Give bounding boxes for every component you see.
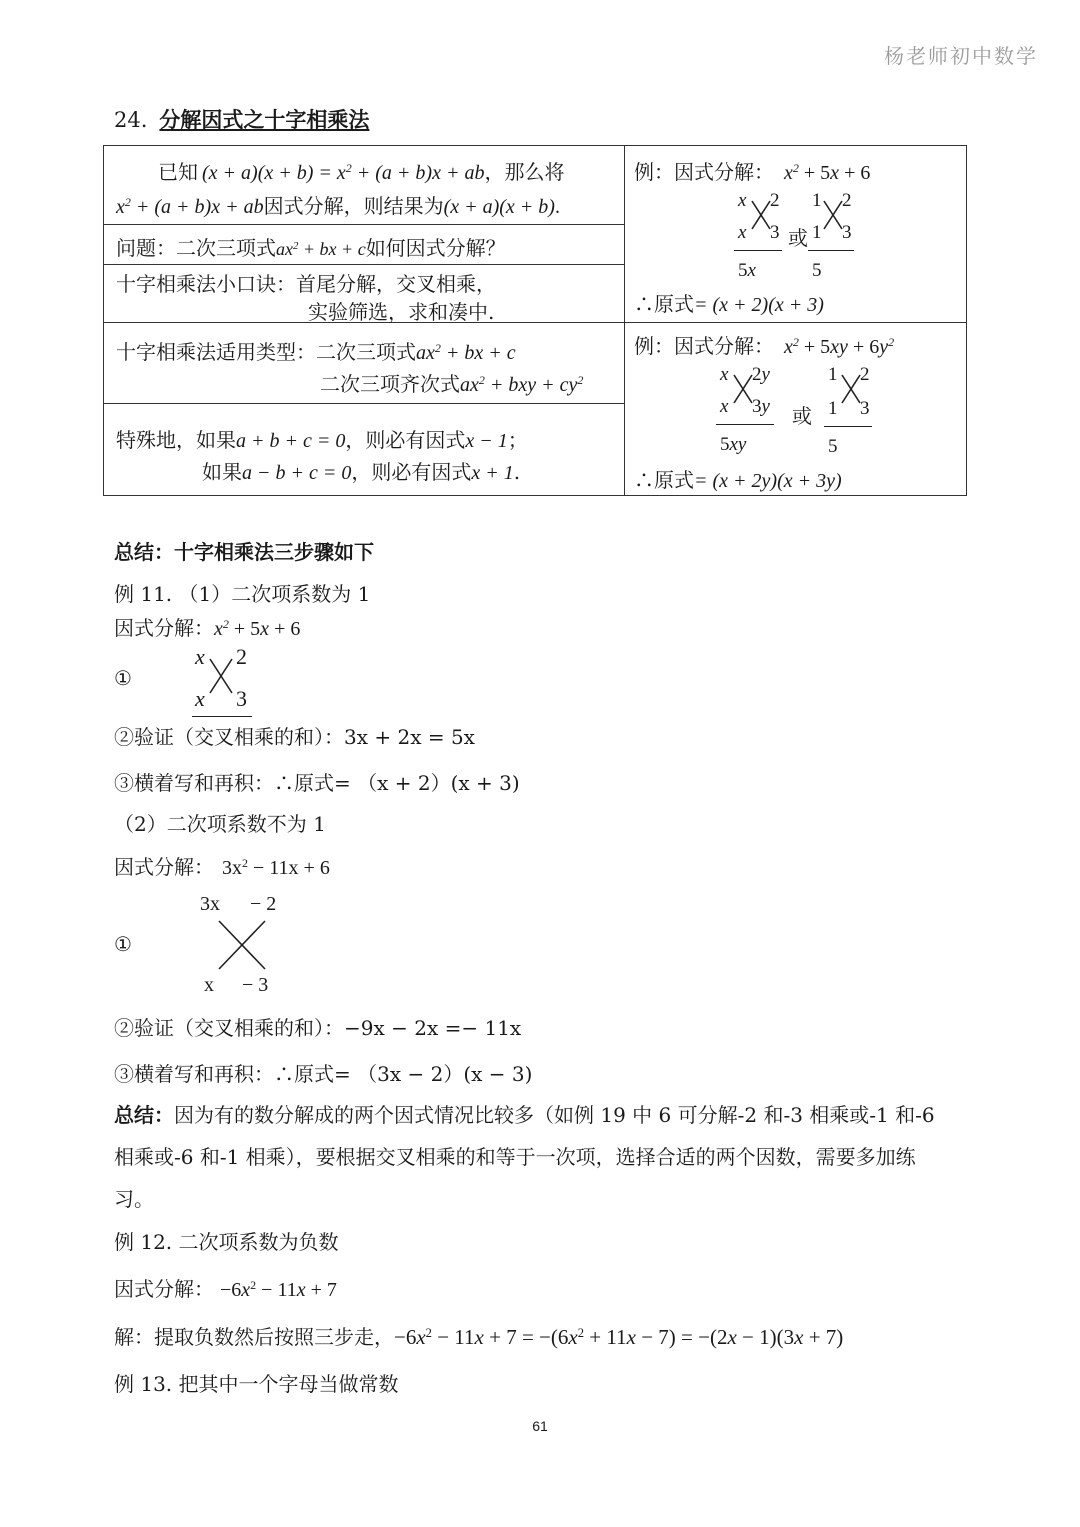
cross1-top-left: x — [738, 190, 747, 211]
summary2-text: 因为有的数分解成的两个因式情况比较多（如例 19 中 6 可分解-2 和-3 相乘或-1 和-6 — [174, 1103, 935, 1127]
example11-step2: ②验证（交叉相乘的和）：3x + 2x = 5x — [114, 725, 475, 749]
cross-lines-icon — [748, 198, 774, 232]
types-line-2: 二次三项齐次式$ax^2$ + bxy + $cy^2$ — [320, 372, 584, 396]
summary2-line1 — [114, 1099, 935, 1128]
example1-label: 例：因式分解： — [634, 160, 774, 184]
or-text: 或 — [792, 404, 812, 428]
special-line-2 — [202, 456, 520, 485]
summary2-label: 总结： — [114, 1103, 174, 1127]
table-rule — [104, 264, 624, 265]
task-label: 因式分解： — [114, 1277, 214, 1301]
sum-rule — [716, 424, 774, 425]
sum-rule — [808, 250, 854, 251]
example2-label: 例：因式分解： — [634, 334, 774, 358]
cross4-top-left: 1 — [828, 364, 838, 385]
types-label-2: 二次三项齐次式 — [320, 372, 460, 396]
cross2-bottom-left: 1 — [812, 222, 822, 243]
section-number: 24. — [114, 108, 148, 132]
summary-table — [103, 145, 967, 496]
cross1-bottom-left: x — [738, 222, 747, 243]
cross5-bottom-right: 3 — [236, 686, 247, 711]
cross-lines-icon — [838, 372, 864, 406]
cross2-top-left: 1 — [812, 190, 822, 211]
example11-step3b: ③横着写和再积：∴原式= （3x − 2）(x − 3) — [114, 1062, 533, 1086]
cross6-top-right: − 2 — [250, 893, 277, 915]
special-line-1 — [116, 424, 528, 453]
example11-title: 例 11. （1）二次项系数为 1 — [114, 582, 371, 606]
cross4-bottom-left: 1 — [828, 398, 838, 419]
known-text-tail: ，那么将 — [484, 160, 565, 184]
table-rule — [104, 322, 966, 323]
cross-lines-icon — [216, 918, 268, 972]
known-text-2: 因式分解，则结果为 — [263, 194, 444, 218]
task-label: 因式分解： — [114, 855, 214, 879]
example11-task: 因式分解：$x^2 + 5x + 6$ — [114, 616, 301, 640]
solution-label: 解：提取负数然后按照三步走， — [114, 1325, 394, 1349]
example2-heading: 例：因式分解： $x^2 + 5xy + 6y^2$ — [634, 334, 895, 358]
cross-lines-icon — [820, 198, 846, 232]
cross4-top-right: 2 — [860, 364, 870, 385]
example11-step2b: ②验证（交叉相乘的和）：−9x − 2x =− 11x — [114, 1016, 522, 1040]
types-line-1: 十字相乘法适用类型：二次三项式$ax^2$ + bx + c — [116, 340, 516, 364]
section-title-text: 分解因式之十字相乘法 — [159, 107, 370, 132]
special-factor: x − 1 — [465, 430, 508, 452]
cross2-sum: 5 — [812, 260, 822, 281]
task-label: 因式分解： — [114, 616, 214, 640]
cross5-top-right: 2 — [236, 644, 247, 669]
summary-title: 总结：十字相乘法三步骤如下 — [114, 540, 374, 564]
example1-heading: 例：因式分解： $x^2 + 5x + 6$ — [634, 160, 871, 184]
summary2-line3: 习。 — [114, 1187, 154, 1211]
result-label: ∴原式 — [634, 292, 694, 316]
table-rule — [104, 403, 624, 404]
sum-rule — [824, 426, 872, 427]
special-text: 如果 — [202, 460, 242, 484]
table-divider-vertical — [624, 146, 625, 495]
example11-task2: 因式分解： $3x^2 - 11x + 6$ — [114, 855, 330, 879]
question-label: 问题：二次三项式 — [116, 236, 276, 260]
cross-lines-icon — [206, 656, 236, 696]
step1-marker: ① — [114, 666, 132, 690]
special-text-b: ，则必有因式 — [351, 460, 472, 484]
special-factor: x + 1 — [471, 462, 514, 484]
known-line-2: $x^2 + (a + b)x$ + ab因式分解，则结果为(x + a)(x + b). — [116, 194, 560, 218]
types-label: 十字相乘法适用类型：二次三项式 — [116, 340, 416, 364]
sum-rule — [192, 716, 252, 717]
watermark-text: 杨老师初中数学 — [884, 44, 1038, 68]
cross2-bottom-right: 3 — [842, 222, 852, 243]
cross5-bottom-left: x — [195, 686, 205, 711]
table-rule — [104, 224, 624, 225]
example2-result: ∴原式= (x + 2y)(x + 3y) — [634, 468, 842, 492]
summary2-line2: 相乘或-6 和-1 相乘），要根据交叉相乘的和等于一次项，选择合适的两个因数，需要多加练 — [114, 1145, 916, 1169]
cross4-bottom-right: 3 — [860, 398, 870, 419]
cross1-bottom-right: 3 — [770, 222, 780, 243]
special-text: 特殊地，如果 — [116, 428, 236, 452]
cross3-top-left: x — [720, 364, 729, 385]
question-text: 问题：二次三项式$ax^2$ + bx + c如何因式分解？ — [116, 236, 506, 260]
special-cond: a − b + c = 0 — [242, 462, 352, 484]
example12-solution: 解：提取负数然后按照三步走，$-6x^2 - 11x + 7 = -(6x^2 + 11x - 7) = -(2x - 1)(3x + 7)$ — [114, 1325, 844, 1349]
known-line-1: 已知 $(x + a)(x + b) = x^2 + (a + b)x$ + ab，那么将 — [158, 160, 565, 184]
cross-lines-icon — [730, 372, 756, 406]
special-end: . — [513, 460, 521, 484]
example11-step3: ③横着写和再积：∴原式= （x + 2）(x + 3) — [114, 771, 520, 795]
cross6-bottom-right: − 3 — [242, 974, 269, 996]
special-text-b: ，则必有因式 — [345, 428, 466, 452]
section-title — [114, 104, 369, 134]
mnemonic-line-2: 实验筛选，求和凑中. — [308, 300, 495, 324]
or-text: 或 — [788, 226, 808, 250]
special-cond: a + b + c = 0 — [236, 430, 346, 452]
cross3-sum: 5xy — [720, 434, 747, 455]
example12-task: 因式分解： $-6x^2 - 11x + 7$ — [114, 1277, 337, 1301]
question-tail: 如何因式分解？ — [365, 236, 506, 260]
example1-result: ∴原式= (x + 2)(x + 3) — [634, 292, 824, 316]
mnemonic-line-1: 十字相乘法小口诀：首尾分解，交叉相乘， — [116, 272, 496, 296]
sum-rule — [734, 250, 782, 251]
example13-title: 例 13. 把其中一个字母当做常数 — [114, 1372, 399, 1396]
example12-title: 例 12. 二次项系数为负数 — [114, 1230, 339, 1254]
special-end: ； — [507, 428, 528, 452]
cross2-top-right: 2 — [842, 190, 852, 211]
cross6-top-left: 3x — [200, 893, 220, 915]
known-text: 已知 — [158, 160, 198, 184]
result-label: ∴原式 — [634, 468, 694, 492]
cross3-bottom-left: x — [720, 396, 729, 417]
cross3-bottom-right: 3y — [752, 396, 770, 417]
page-number: 61 — [532, 1418, 548, 1434]
cross4-sum: 5 — [828, 436, 838, 457]
cross1-sum: 5x — [738, 260, 756, 281]
cross5-top-left: x — [195, 644, 205, 669]
cross6-bottom-left: x — [204, 974, 214, 996]
step1b-marker: ① — [114, 932, 132, 956]
cross1-top-right: 2 — [770, 190, 780, 211]
cross3-top-right: 2y — [752, 364, 770, 385]
example11-part2-title: （2）二次项系数不为 1 — [114, 812, 326, 836]
